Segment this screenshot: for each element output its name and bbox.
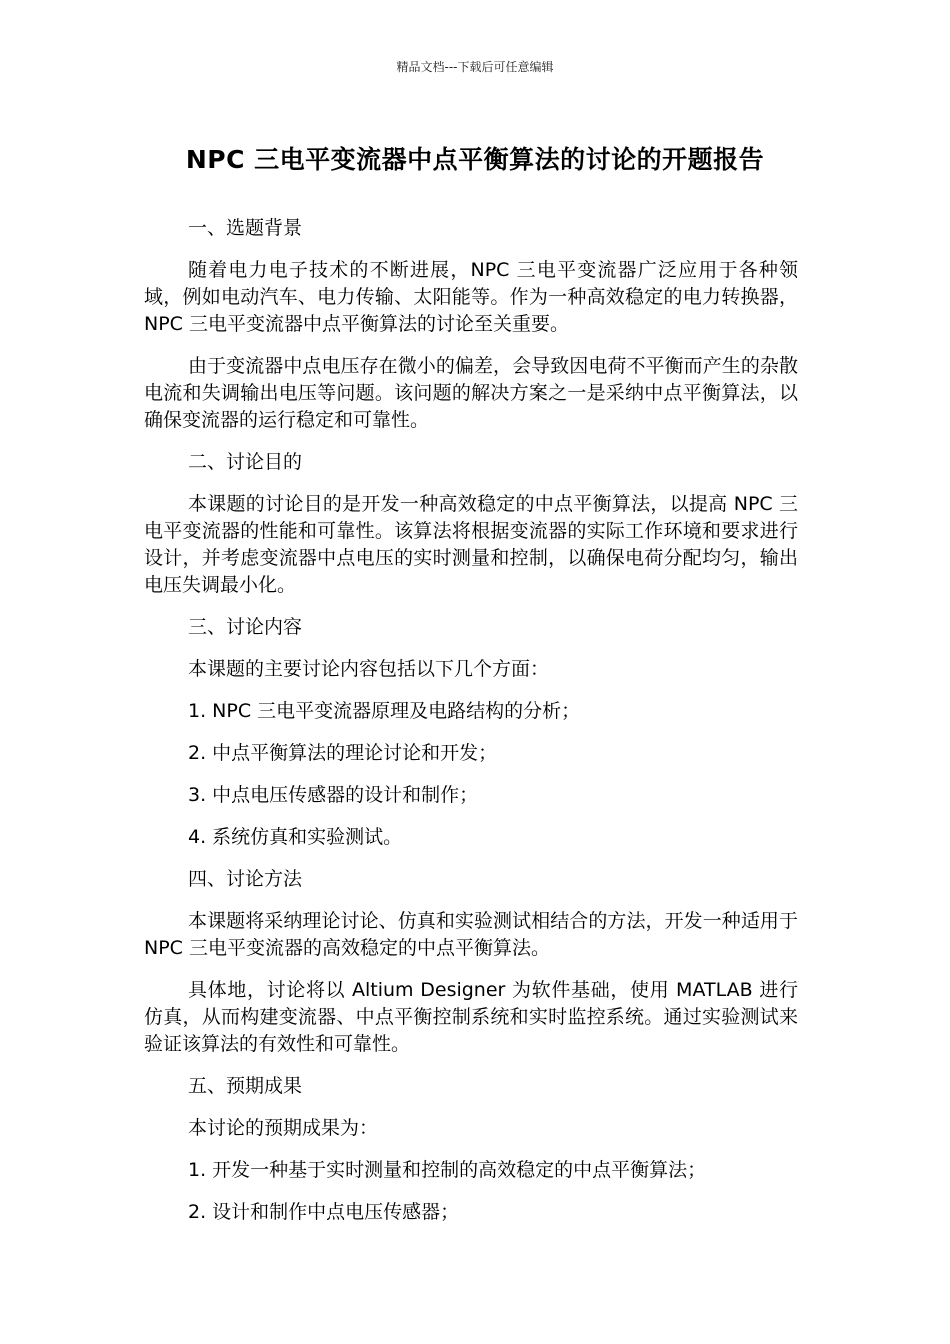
list-intro: 本课题的主要讨论内容包括以下几个方面： — [188, 658, 550, 680]
list-item: 1. 开发一种基于实时测量和控制的高效稳定的中点平衡算法； — [188, 1159, 707, 1181]
list-item: 2. 中点平衡算法的理论讨论和开发； — [188, 742, 498, 764]
section-heading: 二、讨论目的 — [188, 451, 303, 473]
list-item: 3. 中点电压传感器的设计和制作； — [188, 784, 479, 806]
header-watermark: 精品文档---下载后可任意编辑 — [396, 60, 554, 74]
paragraph: 本课题将采纳理论讨论、仿真和实验测试相结合的方法，开发一种适用于 NPC 三电平变流器的高效稳定的中点平衡算法。 — [144, 910, 798, 959]
document-body — [144, 215, 798, 1241]
paragraph: 由于变流器中点电压存在微小的偏差，会导致因电荷不平衡而产生的杂散电流和失调输出电压等问题。该问题的解决方案之一是采纳中点平衡算法，以确保变流器的运行稳定和可靠性。 — [144, 355, 798, 431]
list-item: 2. 设计和制作中点电压传感器； — [188, 1201, 460, 1223]
section-heading: 五、预期成果 — [188, 1075, 303, 1097]
list-item: 4. 系统仿真和实验测试。 — [188, 826, 403, 848]
section-heading: 三、讨论内容 — [188, 616, 303, 638]
paragraph: 本课题的讨论目的是开发一种高效稳定的中点平衡算法，以提高 NPC 三电平变流器的性能和可靠性。该算法将根据变流器的实际工作环境和要求进行设计，并考虑变流器中点电压的实时测量和控制，以确保电荷分配均匀，输出电压失调最小化。 — [144, 493, 798, 596]
paragraph: 随着电力电子技术的不断进展，NPC 三电平变流器广泛应用于各种领域，例如电动汽车、电力传输、太阳能等。作为一种高效稳定的电力转换器，NPC 三电平变流器中点平衡算法的讨论至关重要。 — [144, 259, 798, 335]
section-heading: 四、讨论方法 — [188, 868, 303, 890]
document-title: NPC 三电平变流器中点平衡算法的讨论的开题报告 — [185, 145, 765, 174]
list-item: 1. NPC 三电平变流器原理及电路结构的分析； — [188, 700, 581, 722]
section-heading: 一、选题背景 — [188, 217, 303, 239]
list-intro: 本讨论的预期成果为： — [188, 1117, 379, 1139]
paragraph: 具体地，讨论将以 Altium Designer 为软件基础，使用 MATLAB 进行仿真，从而构建变流器、中点平衡控制系统和实时监控系统。通过实验测试来验证该算法的有效性和可靠性。 — [144, 979, 798, 1055]
